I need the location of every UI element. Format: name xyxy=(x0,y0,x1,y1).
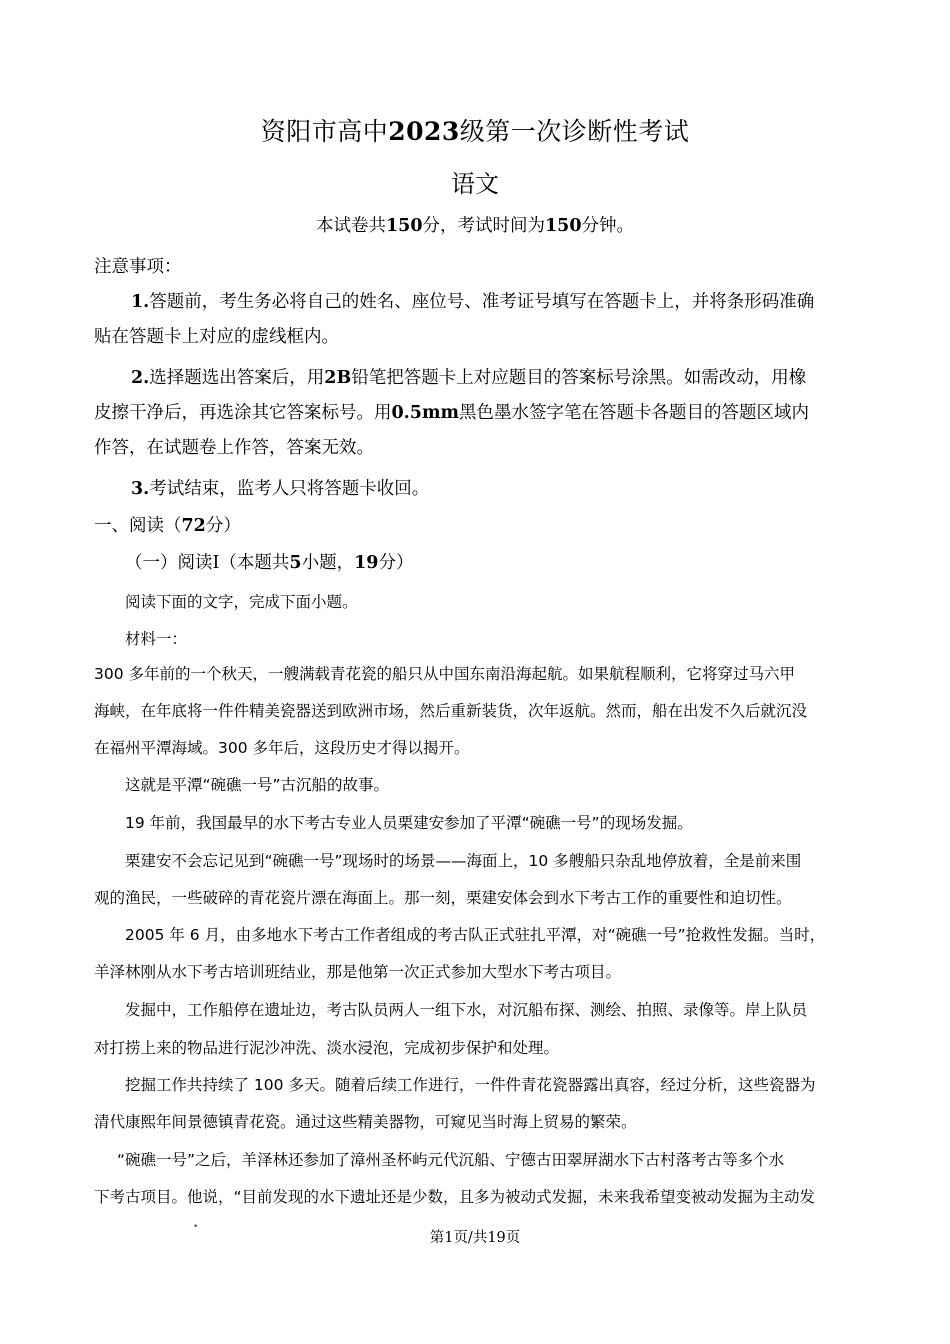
passage-line: 挖掘工作共持续了 100 多天。随着后续工作进行，一件件青花瓷器露出真容，经过分析，这些瓷器为 xyxy=(125,1076,816,1094)
notice-item-2-line-3: 作答，在试题卷上作答，答案无效。 xyxy=(94,438,374,458)
exam-info xyxy=(0,212,950,237)
subsection-title xyxy=(125,549,413,574)
exam-title xyxy=(0,112,950,148)
subsection-score: 19 xyxy=(354,553,379,573)
notice-item-3-line-1 xyxy=(131,475,429,500)
exam-info-time: 150 xyxy=(545,216,582,236)
material-label: 材料一： xyxy=(125,630,188,648)
notice-item-2-line-1 xyxy=(131,364,806,389)
passage-line: 羊泽林刚从水下考古培训班结业，那是他第一次正式参加大型水下考古项目。 xyxy=(94,963,622,981)
subsection-title-text-b: 小题， xyxy=(301,553,355,573)
exam-info-score: 150 xyxy=(385,216,423,236)
notice-item-3-text: 考试结束，监考人只将答题卡收回。 xyxy=(149,479,430,499)
passage-line: 下考古项目。他说，“目前发现的水下遗址还是少数，且多为被动式发掘，未来我希望变被动发掘为主动发 xyxy=(94,1188,816,1206)
page-number-middle: 页/共 xyxy=(453,1230,488,1246)
section-title-text-b: 分） xyxy=(205,516,241,536)
notice-item-1-text: 答题前，考生务必将自己的姓名、座位号、准考证号填写在答题卡上，并将条形码准确 xyxy=(149,292,815,312)
notice-item-1-line-1 xyxy=(131,288,814,313)
passage-line: 在福州平潭海域。300 多年后，这段历史才得以揭开。 xyxy=(94,739,470,757)
passage-line: 2005 年 6 月，由多地水下考古工作者组成的考古队正式驻扎平潭，对“碗礁一号”抢救性发掘。当时， xyxy=(125,926,826,944)
page-number-prefix: 第 xyxy=(429,1230,445,1246)
notice-item-1-number: 1. xyxy=(131,292,150,312)
passage-line: 观的渔民，一些破碎的青花瓷片漂在海面上。那一刻，栗建安体会到水下考古工作的重要性和迫切性。 xyxy=(94,889,792,907)
exam-info-text-2: 分，考试时间为 xyxy=(422,216,545,236)
passage-line: 对打捞上来的物品进行泥沙冲洗、淡水浸泡，完成初步保护和处理。 xyxy=(94,1039,560,1057)
passage-line: 清代康熙年间景德镇青花瓷。通过这些精美器物，可窥见当时海上贸易的繁荣。 xyxy=(94,1113,637,1131)
section-title-text-a: 一、阅读（ xyxy=(94,516,182,536)
notice-item-2-text-b: 铅笔把答题卡上对应题目的答案标号涂黑。如需改动，用橡 xyxy=(351,368,807,388)
exam-info-text-1: 本试卷共 xyxy=(315,216,386,236)
page-number-total: 19 xyxy=(487,1230,506,1246)
page-number-suffix: 页 xyxy=(505,1230,521,1246)
notice-item-2-text-a: 选择题选出答案后，用 xyxy=(149,368,325,388)
notice-item-1-line-2: 贴在答题卡上对应的虚线框内。 xyxy=(94,327,339,347)
passage-line: 栗建安不会忘记见到“碗礁一号”现场时的场景——海面上，10 多艘船只杂乱地停放着，全是前来围 xyxy=(125,852,802,870)
notice-item-2-pen-size: 0.5mm xyxy=(391,403,459,423)
notice-item-2-text-d: 黑色墨水签字笔在答题卡各题目的答题区域内 xyxy=(458,403,809,423)
notice-item-2-pencil: 2B xyxy=(324,368,352,388)
passage-line: 19 年前，我国最早的水下考古专业人员栗建安参加了平潭“碗礁一号”的现场发掘。 xyxy=(125,814,693,832)
notice-item-2-text-c: 皮擦干净后，再选涂其它答案标号。用 xyxy=(94,403,392,423)
exam-title-suffix: 级第一次诊断性考试 xyxy=(459,117,690,146)
section-title xyxy=(94,512,241,537)
notice-item-2-line-2 xyxy=(94,399,809,424)
exam-title-year: 2023 xyxy=(388,117,460,146)
notice-heading: 注意事项： xyxy=(94,257,182,277)
passage-line: 发掘中，工作船停在遗址边，考古队员两人一组下水，对沉船布探、测绘、拍照、录像等。岸上队员 xyxy=(125,1001,808,1019)
notice-item-3-number: 3. xyxy=(131,479,150,499)
subsection-title-text-c: 分） xyxy=(378,553,414,573)
passage-line: 这就是平潭“碗礁一号”古沉船的故事。 xyxy=(125,776,390,794)
subsection-question-count: 5 xyxy=(289,553,302,573)
passage-line: 海峡，在年底将一件件精美瓷器送到欧洲市场，然后重新装货，次年返航。然而，船在出发不久后就沉没 xyxy=(94,702,808,720)
subsection-title-text-a: （一）阅读Ⅰ（本题共 xyxy=(125,553,290,573)
notice-item-2-number: 2. xyxy=(131,368,150,388)
footer-dot: • xyxy=(193,1222,199,1232)
section-title-score: 72 xyxy=(181,516,206,536)
page-number-current: 1 xyxy=(444,1230,454,1246)
page-number xyxy=(0,1226,950,1247)
passage-line: 300 多年前的一个秋天，一艘满载青花瓷的船只从中国东南沿海起航。如果航程顺利，它将穿过马六甲 xyxy=(94,665,796,683)
subject-title: 语文 xyxy=(451,170,499,198)
exam-title-prefix: 资阳市高中 xyxy=(260,117,389,146)
exam-info-text-3: 分钟。 xyxy=(581,216,635,236)
passage-line: “碗礁一号”之后，羊泽林还参加了漳州圣杯屿元代沉船、宁德古田翠屏湖水下古村落考古等多个水 xyxy=(117,1151,785,1169)
reading-instruction: 阅读下面的文字，完成下面小题。 xyxy=(125,593,358,611)
